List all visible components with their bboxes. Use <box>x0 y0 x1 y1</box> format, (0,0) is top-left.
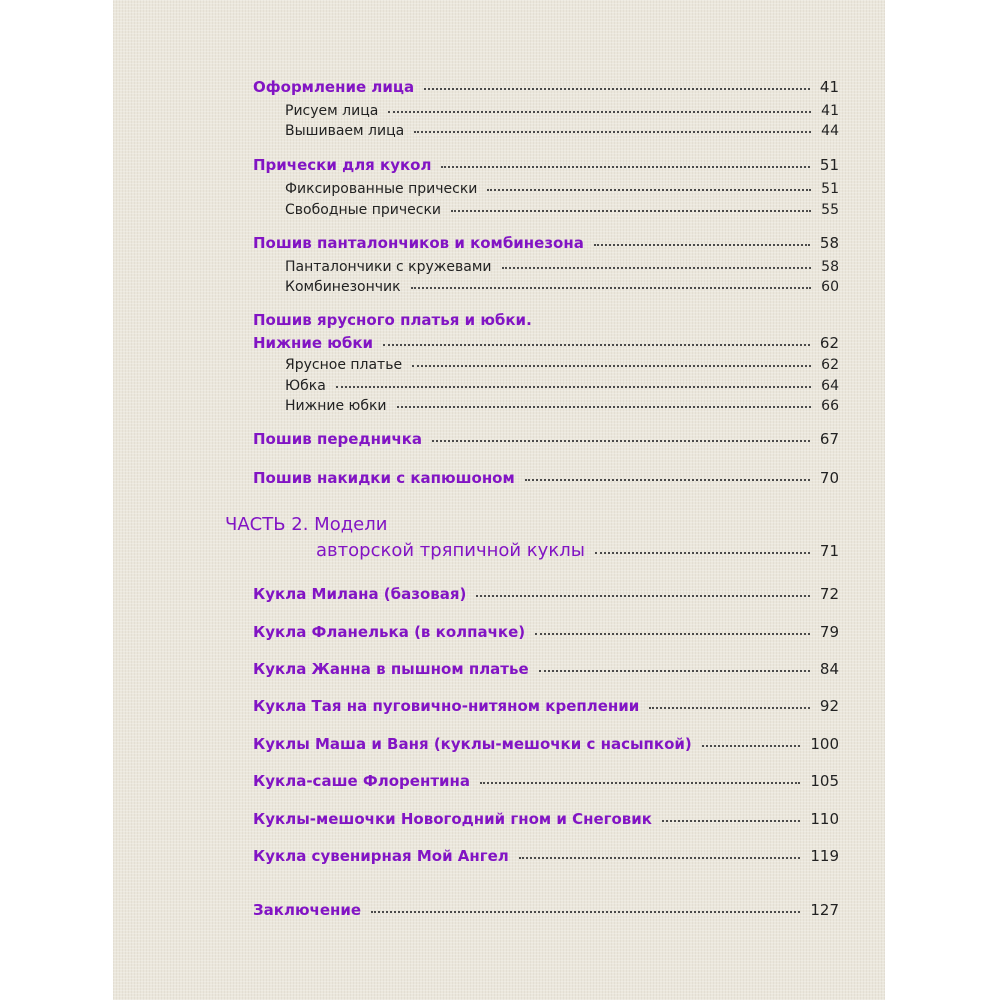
dot-leader <box>383 344 810 346</box>
toc-subentry-page: 41 <box>821 103 839 119</box>
toc-subentry-title: Панталончики с кружевами <box>285 259 492 275</box>
toc-entry-title: Нижние юбки <box>253 334 374 352</box>
toc-entry-title: Кукла Фланелька (в колпачке) <box>253 623 526 641</box>
dot-leader <box>662 820 800 822</box>
toc-subentry-page: 64 <box>821 378 839 394</box>
toc-subentry-title: Свободные прически <box>285 202 442 218</box>
toc-entry-page: 71 <box>819 542 839 560</box>
toc-subentry-title: Фиксированные прически <box>285 181 478 197</box>
toc-subentry-title: Вышиваем лица <box>285 123 405 139</box>
toc-entry-page: 92 <box>819 697 839 715</box>
toc-entry-page: 105 <box>810 772 839 790</box>
dot-leader <box>649 707 810 709</box>
toc-subentry-page: 62 <box>821 357 839 373</box>
toc-subentry-page: 66 <box>821 398 839 414</box>
toc-subentry-page: 60 <box>821 279 839 295</box>
toc-entry-title: Кукла-саше Флорентина <box>253 772 471 790</box>
toc-entry-conclusion[interactable] <box>253 901 839 919</box>
dot-leader <box>476 595 810 597</box>
toc-entry-doll-milana[interactable] <box>253 585 839 603</box>
toc-entry-page: 70 <box>819 469 839 487</box>
dot-leader <box>595 552 810 554</box>
toc-subentry-page: 58 <box>821 259 839 275</box>
toc-subentry-draw-faces[interactable] <box>285 103 839 119</box>
toc-subentry-title: Юбка <box>285 378 326 394</box>
toc-entry-page: 51 <box>819 156 839 174</box>
toc-entry-page: 72 <box>819 585 839 603</box>
dot-leader <box>388 111 811 113</box>
toc-subentry-skirt[interactable] <box>285 378 839 394</box>
dot-leader <box>371 911 800 913</box>
toc-entry-title: Куклы-мешочки Новогодний гном и Снеговик <box>253 810 652 828</box>
toc-entry-doll-angel[interactable] <box>253 847 839 865</box>
toc-entry-page: 67 <box>819 430 839 448</box>
toc-entry-title: Заключение <box>253 901 362 919</box>
toc-entry-page: 110 <box>810 810 839 828</box>
toc-entry-title-line1[interactable]: Пошив ярусного платья и юбки. <box>253 311 532 329</box>
toc-subentry-title: Комбинезончик <box>285 279 401 295</box>
toc-entry-page: 127 <box>810 901 839 919</box>
toc-entry-tiered-dress[interactable] <box>253 334 839 352</box>
toc-entry-title: Кукла сувенирная Мой Ангел <box>253 847 509 865</box>
dot-leader <box>424 88 810 90</box>
dot-leader <box>451 210 811 212</box>
dot-leader <box>487 189 811 191</box>
toc-subentry-lace-pantaloons[interactable] <box>285 259 839 275</box>
dot-leader <box>397 406 812 408</box>
toc-subentry-title: Рисуем лица <box>285 103 379 119</box>
toc-entry-title: Прически для кукол <box>253 156 432 174</box>
toc-entry-page: 100 <box>810 735 839 753</box>
toc-subentry-page: 55 <box>821 202 839 218</box>
dot-leader <box>480 782 800 784</box>
toc-subentry-petticoats[interactable] <box>285 398 839 414</box>
toc-entry-title: Кукла Тая на пуговично-нитяном креплении <box>253 697 640 715</box>
book-page <box>113 0 885 1000</box>
part-title-line1[interactable]: ЧАСТЬ 2. Модели <box>225 514 388 535</box>
dot-leader <box>702 745 801 747</box>
toc-entry-doll-zhanna[interactable] <box>253 660 839 678</box>
dot-leader <box>412 365 811 367</box>
toc-entry-page: 58 <box>819 234 839 252</box>
toc-entry-page: 84 <box>819 660 839 678</box>
toc-entry-hairstyles[interactable] <box>253 156 839 174</box>
toc-entry-dolls-masha-vanya[interactable] <box>253 735 839 753</box>
toc-entry-page: 62 <box>819 334 839 352</box>
dot-leader <box>594 244 810 246</box>
dot-leader <box>539 670 810 672</box>
dot-leader <box>414 131 811 133</box>
toc-entry-title: Кукла Милана (базовая) <box>253 585 467 603</box>
toc-subentry-tiered-dress[interactable] <box>285 357 839 373</box>
dot-leader <box>441 166 809 168</box>
dot-leader <box>519 857 801 859</box>
toc-entry-doll-florentina[interactable] <box>253 772 839 790</box>
toc-entry-face-design[interactable] <box>253 78 839 96</box>
dot-leader <box>432 440 810 442</box>
toc-entry-apron[interactable] <box>253 430 839 448</box>
toc-entry-title: Пошив панталончиков и комбинезона <box>253 234 584 252</box>
toc-subentry-embroider-faces[interactable] <box>285 123 839 139</box>
toc-entry-title: Пошив передничка <box>253 430 423 448</box>
toc-subentry-fixed-hairstyles[interactable] <box>285 181 839 197</box>
dot-leader <box>502 267 812 269</box>
toc-entry-part2[interactable] <box>316 540 839 561</box>
toc-entry-page: 79 <box>819 623 839 641</box>
toc-entry-dolls-gnome-snowman[interactable] <box>253 810 839 828</box>
dot-leader <box>336 386 811 388</box>
dot-leader <box>535 633 810 635</box>
toc-entry-hooded-cape[interactable] <box>253 469 839 487</box>
toc-entry-page: 119 <box>810 847 839 865</box>
toc-entry-title: Пошив накидки с капюшоном <box>253 469 515 487</box>
toc-entry-doll-taya[interactable] <box>253 697 839 715</box>
toc-entry-pantaloons-jumpsuit[interactable] <box>253 234 839 252</box>
dot-leader <box>411 287 812 289</box>
toc-subentry-title: Ярусное платье <box>285 357 403 373</box>
toc-subentry-page: 51 <box>821 181 839 197</box>
toc-entry-page: 41 <box>819 78 839 96</box>
toc-entry-title: Куклы Маша и Ваня (куклы-мешочки с насыпкой) <box>253 735 692 753</box>
toc-subentry-jumpsuit[interactable] <box>285 279 839 295</box>
part-title-line2: авторской тряпичной куклы <box>316 540 585 561</box>
toc-subentry-free-hairstyles[interactable] <box>285 202 839 218</box>
toc-subentry-title: Нижние юбки <box>285 398 387 414</box>
dot-leader <box>525 479 810 481</box>
toc-entry-doll-flanelka[interactable] <box>253 623 839 641</box>
toc-entry-title: Кукла Жанна в пышном платье <box>253 660 529 678</box>
toc-entry-title: Оформление лица <box>253 78 415 96</box>
toc-subentry-page: 44 <box>821 123 839 139</box>
